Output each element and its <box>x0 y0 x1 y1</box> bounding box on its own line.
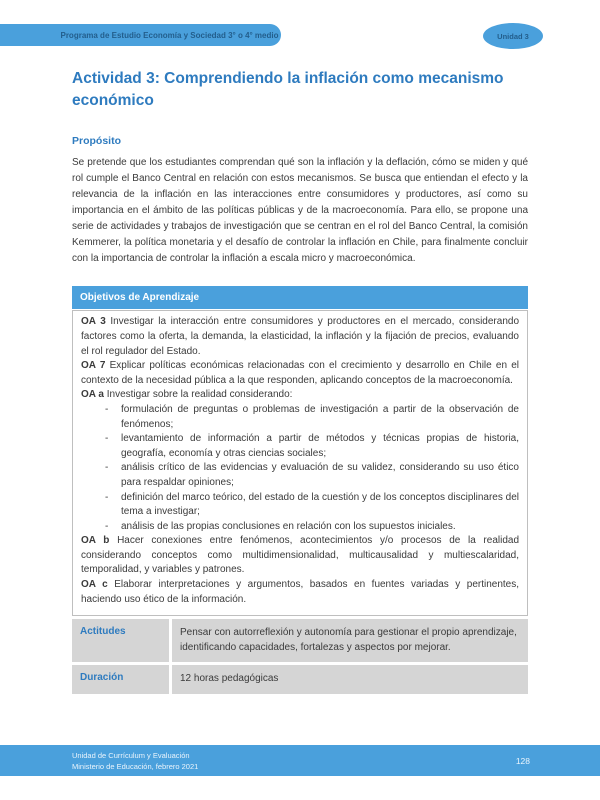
objective-oac <box>81 578 519 607</box>
page-content <box>72 0 528 694</box>
bullet-text: definición del marco teórico, del estado de la cuestión y de los conceptos disciplinares del tema a investigar; <box>121 491 519 518</box>
dash-bullet-icon <box>105 461 121 490</box>
page-number: 128 <box>515 755 530 766</box>
bullet-text: levantamiento de información a partir de métodos y técnicas propias de historia, geografía, economía y otras ciencias sociales; <box>121 433 519 459</box>
bullet-item <box>105 432 519 461</box>
activity-title: Actividad 3: Comprendiendo la inflación como mecanismo económico <box>72 70 504 109</box>
objective-text: Investigar la interacción entre consumidores y productores en el mercado, considerando factores como la oferta, la demanda, la elasticidad, la inflación y la fijación de precios, evaluando el rol regulador del Estado. <box>81 316 520 357</box>
objective-oaa-bullets <box>105 403 519 534</box>
duration-row <box>72 665 528 694</box>
attitudes-label: Actitudes <box>72 619 169 662</box>
objective-oa3 <box>81 315 519 359</box>
duration-value: 12 horas pedagógicas <box>172 665 528 694</box>
footer-publisher <box>72 750 198 772</box>
objective-text: Elaborar interpretaciones y argumentos, basados en fuentes variadas y pertinentes, haciendo uso ético de la información. <box>81 579 520 605</box>
unit-badge-label: Unidad 3 <box>497 31 529 41</box>
objective-text: Investigar sobre la realidad considerando: <box>106 389 293 401</box>
objective-code: OA c <box>81 579 108 591</box>
bullet-item <box>105 461 519 490</box>
purpose-heading: Propósito <box>72 135 121 148</box>
footer-bar <box>0 745 600 776</box>
program-header-label: Programa de Estudio Economía y Sociedad 3° o 4° medio <box>60 30 279 40</box>
attitudes-value: Pensar con autorreflexión y autonomía para gestionar el propio aprendizaje, identificando capacidades, fortalezas y aspectos por mejorar. <box>172 619 528 662</box>
footer-line1: Unidad de Currículum y Evaluación <box>72 750 190 760</box>
bullet-text: análisis de las propias conclusiones en relación con los supuestos iniciales. <box>121 520 456 532</box>
objective-code: OA 7 <box>81 360 106 372</box>
objectives-list-cell <box>72 310 528 616</box>
bullet-item <box>105 520 519 535</box>
bullet-text: formulación de preguntas o problemas de investigación a partir de la observación de fenómenos; <box>121 403 519 430</box>
purpose-paragraph: Se pretende que los estudiantes comprendan qué son la inflación y la deflación, cómo se miden y qué rol cumple el Banco Central en relación con estos mecanismos. Se busca que entiendan el efecto y la relevancia de la inflación en las interacciones entre consumidores y productores, así como su importancia en el ámbito de las políticas públicas y de la macroeconomía. Para ello, se propone una serie de actividades y trabajos de investigación que se centran en el rol del Banco Central, la comisión Kemmerer, la política monetaria y el desafío de controlar la inflación en Chile, para finalmente concluir con la importancia de controlar la inflación a escala micro y macroeconómica. <box>72 157 528 265</box>
objective-text: Explicar políticas económicas relacionadas con el crecimiento y desarrollo en Chile en el contexto de la necesidad pública a la que responden, aplicando conceptos de la macroeconomía. <box>81 360 520 386</box>
duration-label: Duración <box>72 665 169 694</box>
objective-code: OA 3 <box>81 316 106 328</box>
bullet-item <box>105 403 519 432</box>
dash-bullet-icon <box>105 520 121 535</box>
objective-code: OA b <box>81 535 110 547</box>
bullet-text: análisis crítico de las evidencias y evaluación de su validez, considerando su uso ético para respaldar opiniones; <box>121 462 519 488</box>
objective-text: Hacer conexiones entre fenómenos, acontecimientos y/o procesos de la realidad considerando conceptos como multidimensionalidad, multicausalidad y multiescalaridad, temporalidad, y variables y patrones. <box>81 535 520 576</box>
objectives-table-header: Objetivos de Aprendizaje <box>72 286 528 309</box>
dash-bullet-icon <box>105 432 121 461</box>
bullet-item <box>105 491 519 520</box>
objective-oa7 <box>81 359 519 388</box>
dash-bullet-icon <box>105 403 121 432</box>
objectives-table <box>72 286 528 693</box>
footer-line2: Ministerio de Educación, febrero 2021 <box>72 761 199 771</box>
attitudes-row <box>72 619 528 662</box>
dash-bullet-icon <box>105 491 121 520</box>
objective-code: OA a <box>81 389 104 401</box>
objective-oab <box>81 534 519 578</box>
objective-oaa <box>81 388 519 403</box>
